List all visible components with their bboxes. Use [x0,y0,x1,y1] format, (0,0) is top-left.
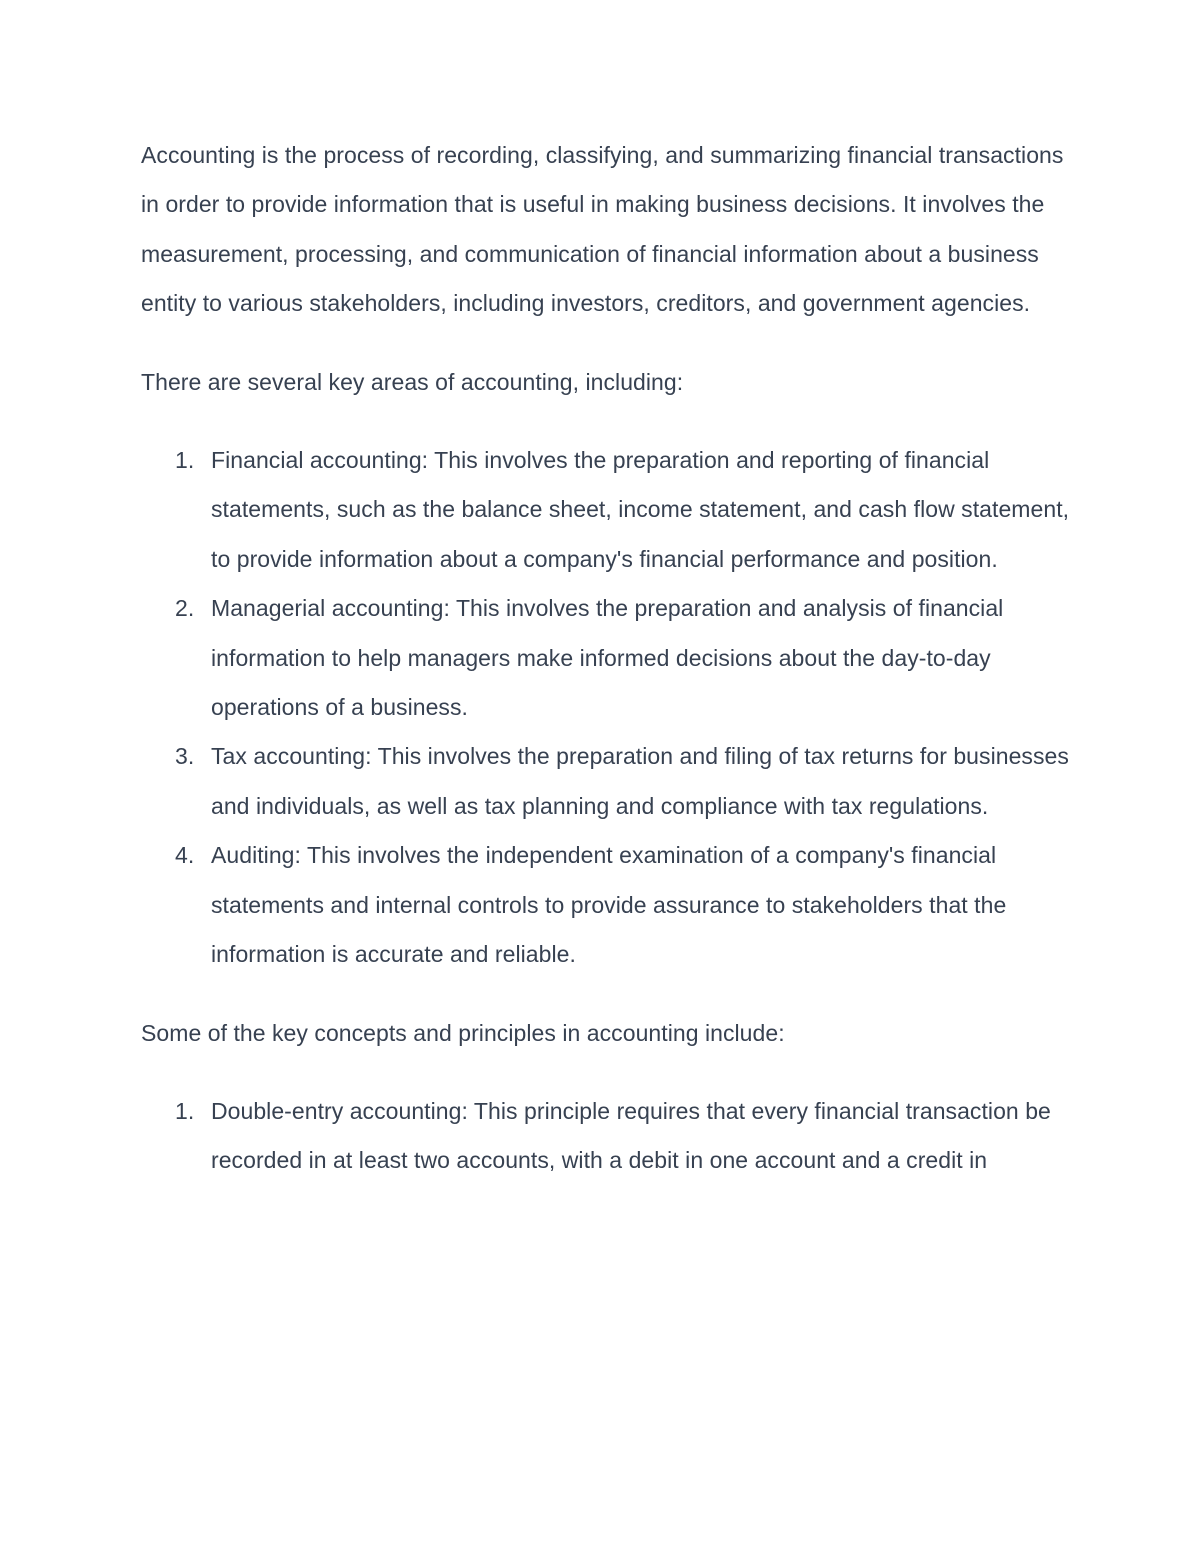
concepts-heading: Some of the key concepts and principles in accounting include: [141,1019,785,1046]
list-item-number: 3. [175,743,195,770]
list-item [141,1087,1071,1186]
list-item [141,584,1071,732]
list-item [141,831,1071,979]
list-item-text: Tax accounting: This involves the preparation and filing of tax returns for businesses and individuals, as well as tax planning and compliance with tax regulations. [211,743,1069,819]
document-body [141,131,1071,1186]
list-item-number: 1. [175,447,195,474]
list-item [141,732,1071,831]
areas-list [141,436,1071,979]
list-item-text: Financial accounting: This involves the preparation and reporting of financial statements, such as the balance sheet, income statement, and cash flow statement, to provide information about a company's financial performance and position. [211,447,1070,572]
intro-paragraph: Accounting is the process of recording, classifying, and summarizing financial transactions in order to provide information that is useful in making business decisions. It involves the measurement, processing, and communication of financial information about a business entity to various stakeholders, including investors, creditors, and government agencies. [141,142,1064,317]
concepts-list [141,1087,1071,1186]
list-item-text: Auditing: This involves the independent examination of a company's financial statements and internal controls to provide assurance to stakeholders that the information is accurate and reliable. [211,842,1007,968]
list-item-number: 1. [175,1097,195,1124]
list-item-text: Managerial accounting: This involves the preparation and analysis of financial information to help managers make informed decisions about the day-to-day operations of a business. [211,595,1004,721]
list-item [141,436,1071,584]
list-item-number: 2. [175,595,195,622]
list-item-text: Double-entry accounting: This principle requires that every financial transaction be recorded in at least two accounts, with a debit in one account and a credit in [211,1097,1051,1174]
areas-heading: There are several key areas of accounting, including: [141,368,684,395]
list-item-number: 4. [175,842,195,869]
